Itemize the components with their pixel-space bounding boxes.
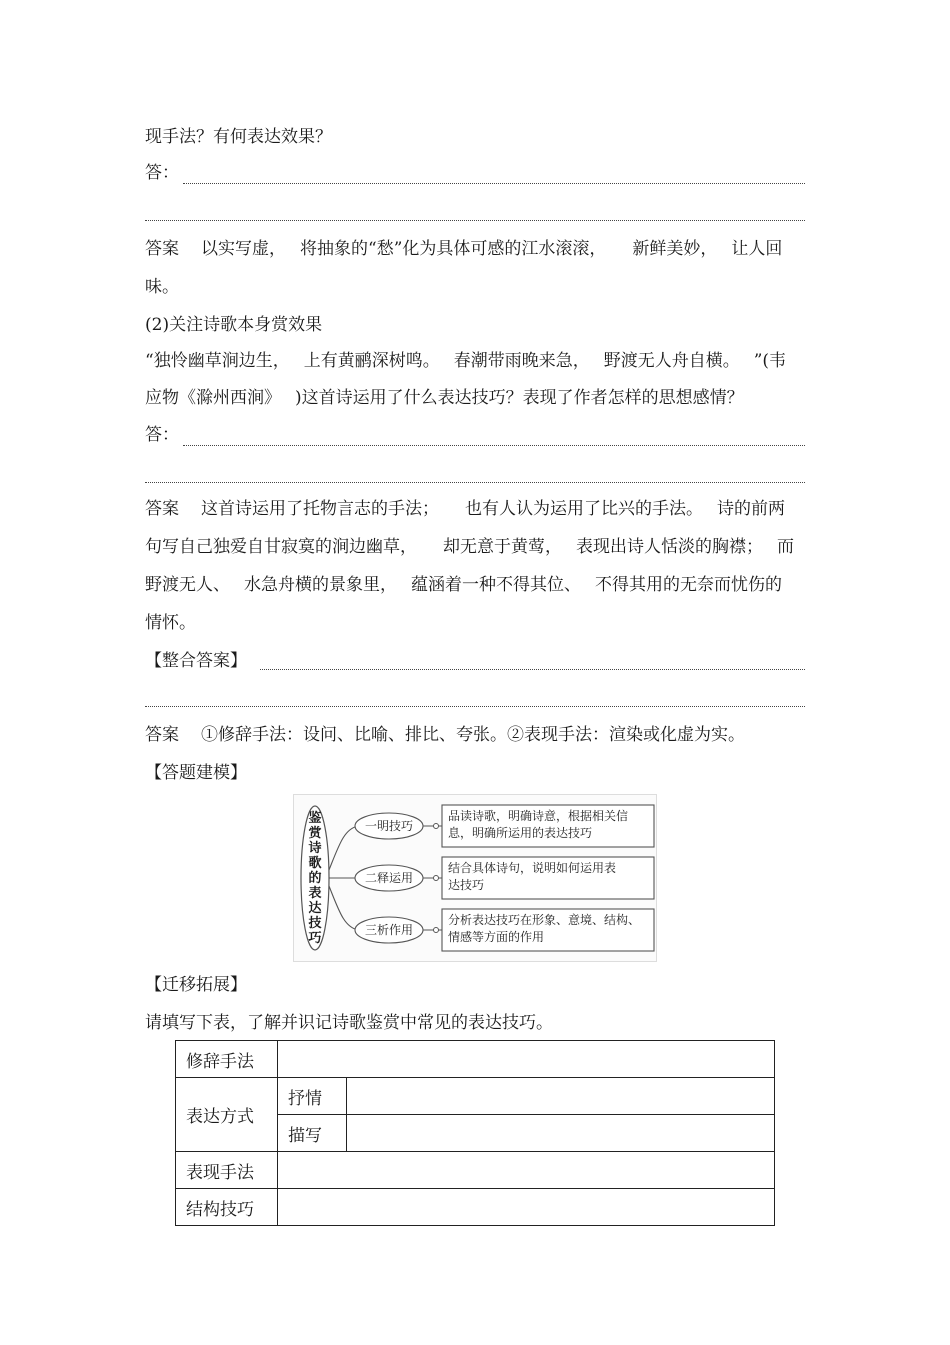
poem-line-1 bbox=[145, 350, 805, 372]
answer-2-line-1 bbox=[145, 498, 805, 520]
answer-blank-2a[interactable] bbox=[183, 445, 805, 446]
answer-label: 答案 bbox=[145, 725, 179, 745]
diagram-root bbox=[307, 811, 323, 946]
fill-cell-rhetoric[interactable] bbox=[278, 1041, 775, 1078]
poem-source: 应物《滁州西涧》 bbox=[145, 388, 281, 408]
table-row bbox=[176, 1189, 775, 1226]
diagram-node-1: 一明技巧 bbox=[364, 819, 413, 833]
box-line: 分析表达技巧在形象、意境、结构、 bbox=[448, 913, 641, 927]
answer-model-diagram bbox=[293, 794, 657, 962]
techniques-table bbox=[175, 1040, 775, 1226]
root-char: 达 bbox=[308, 901, 322, 916]
answer-1-text-a: 以实写虚， bbox=[201, 239, 286, 259]
poem-d: 野渡无人舟自横。 bbox=[603, 351, 740, 371]
box-line: 达技巧 bbox=[448, 878, 485, 892]
answer-2-text: 而 bbox=[777, 537, 794, 557]
root-char: 表 bbox=[308, 886, 322, 901]
root-char: 技 bbox=[308, 916, 322, 931]
answer-2-line-2 bbox=[145, 536, 805, 558]
answer-1-text-d: 让人回 bbox=[731, 239, 783, 259]
answer-2-text: 句写自己独爱自甘寂寞的涧边幽草， bbox=[145, 537, 417, 557]
integrated-answer-text: ①修辞手法：设问、比喻、排比、夸张。②表现手法：渲染或化虚为实。 bbox=[201, 725, 745, 745]
answer-blank-1a[interactable] bbox=[183, 183, 805, 184]
answer-prompt-2: 答： bbox=[145, 425, 179, 445]
answer-2-text: 蕴涵着一种不得其位、 bbox=[411, 575, 581, 595]
root-char: 诗 bbox=[308, 841, 322, 856]
answer-2-text: 表现出诗人恬淡的胸襟； bbox=[576, 537, 763, 557]
diagram-box-3 bbox=[448, 912, 652, 946]
poem-line-2 bbox=[145, 387, 805, 409]
integrated-heading: 【整合答案】 bbox=[145, 651, 247, 671]
table-row bbox=[176, 1078, 775, 1115]
fill-cell-description[interactable] bbox=[347, 1115, 775, 1152]
section-2-heading: (2)关注诗歌本身赏效果 bbox=[145, 315, 323, 335]
sub-label-description: 描写 bbox=[278, 1115, 347, 1152]
table-row bbox=[176, 1041, 775, 1078]
answer-blank-2b[interactable] bbox=[145, 482, 805, 483]
root-char: 赏 bbox=[308, 826, 322, 841]
box-line: 息，明确所运用的表达技巧 bbox=[448, 826, 593, 840]
question-tail: 现手法？有何表达效果？ bbox=[145, 127, 332, 147]
diagram-box-2 bbox=[448, 860, 652, 894]
answer-1-text-c: 新鲜美妙， bbox=[632, 239, 718, 259]
answer-2-text: 却无意于黄莺， bbox=[443, 537, 562, 557]
diagram-node-3: 三析作用 bbox=[364, 923, 413, 937]
answer-2-text: 诗的前两 bbox=[717, 499, 785, 519]
answer-2-text: 水急舟横的景象里， bbox=[244, 575, 397, 595]
question-2: )这首诗运用了什么表达技巧？表现了作者怎样的思想感情？ bbox=[295, 388, 744, 408]
answer-2-text: 这首诗运用了托物言志的手法； bbox=[201, 499, 439, 519]
answer-blank-1b[interactable] bbox=[145, 220, 805, 221]
box-line: 结合具体诗句，说明如何运用表 bbox=[448, 861, 617, 875]
answer-2-line-4: 情怀。 bbox=[145, 613, 196, 633]
root-char: 歌 bbox=[308, 856, 322, 871]
answer-2-text: 也有人认为运用了比兴的手法。 bbox=[465, 499, 703, 519]
answer-2-line-3 bbox=[145, 574, 805, 596]
box-line: 品读诗歌，明确诗意，根据相关信 bbox=[448, 809, 629, 823]
poem-c: 春潮带雨晚来急， bbox=[453, 351, 590, 371]
root-char: 鉴 bbox=[308, 811, 322, 826]
extension-instruction: 请填写下表，了解并识记诗歌鉴赏中常见的表达技巧。 bbox=[145, 1013, 553, 1033]
row-label-technique: 表现手法 bbox=[176, 1152, 278, 1189]
answer-prompt-1: 答： bbox=[145, 163, 179, 183]
root-char: 的 bbox=[308, 871, 322, 886]
fill-cell-technique[interactable] bbox=[278, 1152, 775, 1189]
poem-a: “独怜幽草涧边生， bbox=[145, 351, 290, 371]
table-row bbox=[176, 1152, 775, 1189]
integrated-blank-b[interactable] bbox=[145, 706, 805, 707]
row-label-expression: 表达方式 bbox=[176, 1078, 278, 1152]
answer-2-text: 不得其用的无奈而忧伤的 bbox=[595, 575, 782, 595]
fill-cell-lyric[interactable] bbox=[347, 1078, 775, 1115]
answer-label: 答案 bbox=[145, 239, 179, 259]
sub-label-lyric: 抒情 bbox=[278, 1078, 347, 1115]
poem-b: 上有黄鹂深树鸣。 bbox=[303, 351, 440, 371]
box-line: 情感等方面的作用 bbox=[448, 930, 545, 944]
diagram-box-1 bbox=[448, 808, 652, 842]
row-label-rhetoric: 修辞手法 bbox=[176, 1041, 278, 1078]
answer-1-line-1 bbox=[145, 238, 805, 260]
answer-2-text: 野渡无人、 bbox=[145, 575, 230, 595]
answer-1-text-b: 将抽象的“愁”化为具体可感的江水滚滚， bbox=[300, 239, 607, 259]
poem-e: ”(韦 bbox=[753, 351, 787, 371]
diagram-node-2: 二释运用 bbox=[364, 871, 413, 885]
integrated-answer bbox=[145, 724, 805, 746]
answer-label: 答案 bbox=[145, 499, 179, 519]
model-heading: 【答题建模】 bbox=[145, 763, 247, 783]
integrated-blank-a[interactable] bbox=[260, 669, 805, 670]
row-label-structure: 结构技巧 bbox=[176, 1189, 278, 1226]
extension-heading: 【迁移拓展】 bbox=[145, 975, 247, 995]
fill-cell-structure[interactable] bbox=[278, 1189, 775, 1226]
answer-1-line-2: 味。 bbox=[145, 277, 179, 297]
root-char: 巧 bbox=[308, 931, 322, 946]
